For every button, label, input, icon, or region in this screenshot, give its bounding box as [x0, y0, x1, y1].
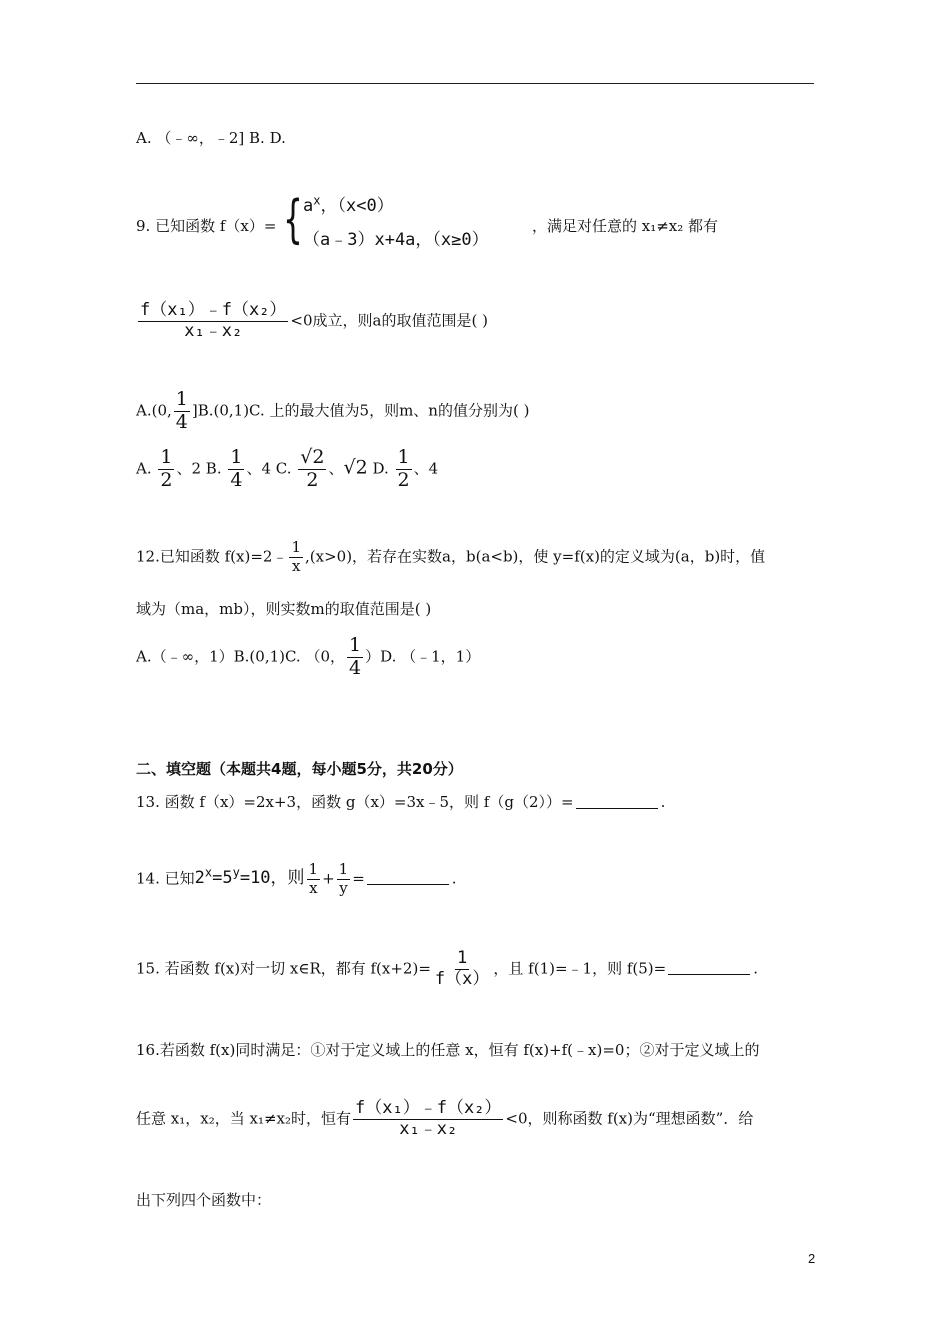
q12-stem: 12.已知函数 f(x)=2﹣ $\frac{1}{x}$ ,(x>0)，若存在实数a，b(a<b)，使 y=f(x)的定义域为(a，b)时，值 [136, 538, 766, 575]
q9-case1: $a^x$，（x<0） [303, 193, 394, 216]
q13: 13. 函数 f（x）=2x+3，函数 g（x）=3x﹣5，则 f（g（2））= . [136, 793, 666, 811]
fraction: $\frac{1}{x}$ [291, 538, 301, 575]
q16-line3: 出下列四个函数中： [136, 1191, 272, 1209]
fraction: $\frac{1}{4}$ [175, 388, 188, 433]
fraction: $\frac{1}{x}$ [308, 860, 319, 897]
left-brace-icon: { [283, 190, 303, 250]
fraction: $\frac{1}{f(x)}$ [434, 948, 490, 989]
header-rule [136, 83, 814, 84]
q9-stem-suffix: ，满足对任意的 x₁≠x₂ 都有 [532, 217, 719, 235]
page-number: 2 [808, 1251, 816, 1266]
fraction: $\frac{1}{4}$ [349, 634, 362, 679]
q16-line1: 16.若函数 f(x)同时满足：①对于定义域上的任意 x，恒有 f(x)+f(﹣x)=0；②对于定义域上的 [136, 1041, 760, 1059]
fraction: $\frac{1}{2}$ [160, 446, 173, 491]
fraction: $\frac{1}{4}$ [230, 446, 243, 491]
fraction: $\frac{√2}{2}$ [300, 446, 325, 491]
answer-blank [367, 883, 449, 885]
fraction: $\frac{\text{f（x₁）﹣f（x₂）}}{\text{x₁﹣x₂}}$ [355, 1098, 502, 1139]
q12-options: A.（﹣∞，1）B.(0,1)C. （0， $\frac{1}{4}$ ）D. （﹣1，1） [136, 634, 481, 679]
fraction: $\frac{1}{2}$ [397, 446, 410, 491]
q8-options: A. （﹣∞，﹣2] B. D. [136, 129, 286, 147]
q9-piecewise [283, 189, 523, 255]
q9-condition: $\frac{\text{f（x₁）﹣f（x₂）}}{\text{x₁﹣x₂}}$ <0成立，则a的取值范围是( ) [140, 300, 488, 341]
q16-line2: 任意 x₁，x₂，当 x₁≠x₂时，恒有 $\frac{\text{f（x₁）﹣f（x₂）}}{\text{x₁﹣x₂}}$ <0，则称函数 f(x)为“理想函数”．给 [136, 1098, 754, 1139]
fraction: $\frac{1}{y}$ [338, 860, 349, 897]
q9-stem-prefix: 9. 已知函数 f（x）= [136, 217, 277, 235]
answer-blank [668, 973, 750, 975]
q9-fraction: $\frac{\text{f（x₁）﹣f（x₂）}}{\text{x₁﹣x₂}}$ [140, 300, 287, 341]
q11-options: A. $\frac{1}{2}$ 、2 B. $\frac{1}{4}$ 、4 C. $\frac{√2}{2}$ 、√2 D. $\frac{1}{2}$ 、4 [136, 446, 439, 491]
answer-blank [576, 807, 658, 809]
q9-case2: （a﹣3）x+4a，（x≥0） [303, 230, 489, 250]
q14: 14. 已知$2^x=5^y=10$，则 $\frac{1}{x}$ + $\frac{1}{y}$ = . [136, 860, 457, 897]
q9-options: A.(0, $\frac{1}{4}$ ]B.(0,1)C. 上的最大值为5，则m、n的值分别为( ) [136, 388, 530, 433]
q15: 15. 若函数 f(x)对一切 x∈R，都有 f(x+2)= $\frac{1}{f(x)}$ ，且 f(1)=﹣1，则 f(5)= . [136, 948, 758, 989]
q12-stem-line2: 域为（ma，mb），则实数m的取值范围是( ) [136, 600, 432, 618]
section-title: 二、填空题（本题共4题，每小题5分，共20分） [136, 760, 463, 778]
